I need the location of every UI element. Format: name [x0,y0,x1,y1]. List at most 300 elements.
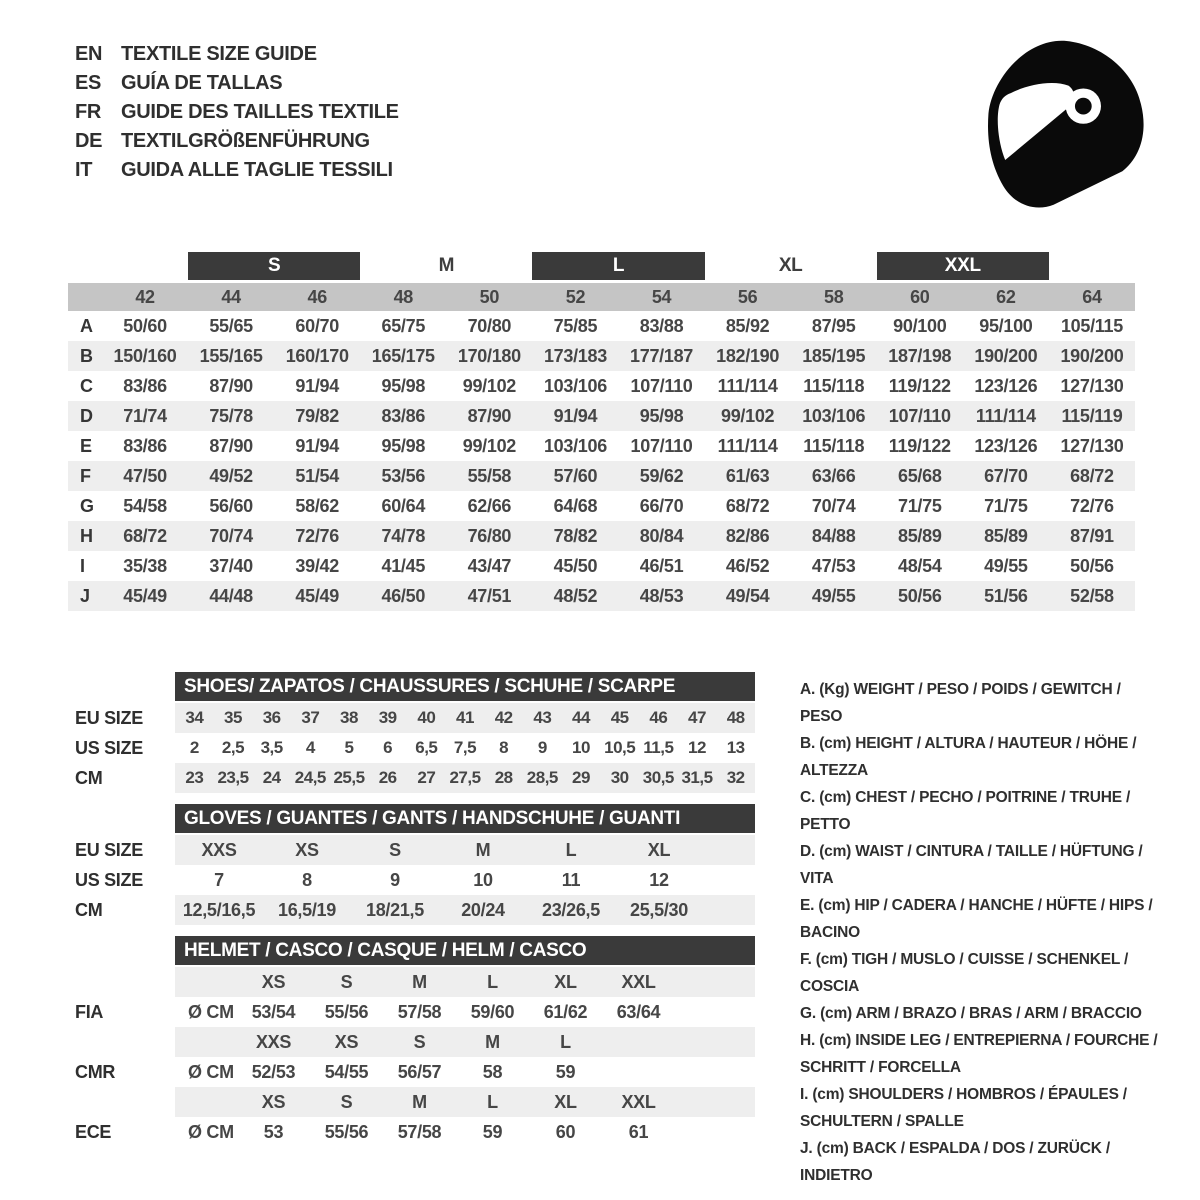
shoe-size-cell: 3,5 [260,738,283,757]
size-value-cell: 170/180 [457,346,521,366]
size-value-cell: 107/110 [630,376,693,396]
size-value-cell: 44/48 [209,586,253,606]
measurement-row [68,581,1135,611]
shoe-size-cell: 23,5 [217,768,249,787]
language-code: FR [75,101,102,123]
size-value-cell: 53/56 [381,466,426,486]
shoe-size-cell: 34 [185,708,204,727]
row-letter: J [80,586,90,606]
language-row [75,98,399,127]
measurement-cells [102,461,1135,491]
size-value-cell: 99/102 [462,376,516,396]
size-value-cell: 57/60 [553,466,598,486]
guide-title: TEXTILE SIZE GUIDE [121,43,317,65]
size-value-cell: 49/54 [725,586,770,606]
size-group-cell: S [188,252,360,280]
legend-item: E. (cm) HIP / CADERA / HANCHE / HÜFTE / HIPS / BACINO [800,897,1153,941]
size-value-cell: 49/55 [984,556,1028,576]
helmet-size-value-cell: 55/56 [324,1002,369,1022]
shoe-size-cell: 38 [340,708,358,727]
shoes-title-bar: SHOES/ ZAPATOS / CHAUSSURES / SCHUHE / SCARPE [175,672,755,701]
size-value-cell: 46/52 [725,556,770,576]
size-value-cell: 111/114 [717,376,778,396]
size-value-cell: 115/119 [1061,406,1123,426]
size-value-cell: 177/187 [630,346,694,366]
measurement-row [68,491,1135,521]
size-value-cell: 123/126 [974,376,1038,396]
gloves-table [68,804,768,925]
standard-label: FIA [75,1002,104,1022]
size-value-cell: 115/118 [803,436,865,456]
size-value-cell: 55/58 [467,466,512,486]
measurement-row [68,521,1135,551]
glove-size-cell: XL [647,840,671,860]
accessory-tables [68,672,768,1158]
size-column-header: 52 [565,287,586,307]
size-value-cell: 46/51 [639,556,684,576]
size-value-cell: 66/70 [639,496,684,516]
size-value-cell: 91/94 [295,436,339,456]
size-value-cell: 87/91 [1070,526,1114,546]
size-value-cell: 55/65 [209,316,253,336]
language-row [75,40,399,69]
helmet-value-cells [175,1057,755,1087]
glove-size-cell: 18/21,5 [366,900,424,920]
language-code: DE [75,130,103,152]
size-value-cell: 91/94 [553,406,598,426]
helmet-sections [68,967,768,1147]
row-label: EU SIZE [75,708,143,728]
shoe-size-cell: 13 [726,738,745,757]
shoe-size-cell: 27 [417,768,436,787]
size-value-cell: 107/110 [630,436,693,456]
gloves-cells [175,835,755,865]
row-label: CM [75,768,103,788]
shoe-size-cell: 9 [537,738,547,757]
row-letter: I [80,556,85,576]
helmet-size-header-cell: M [412,1092,427,1112]
shoe-size-cell: 47 [688,708,706,727]
size-value-cell: 50/60 [123,316,167,336]
size-value-cell: 111/114 [717,436,778,456]
size-value-cell: 87/95 [811,316,856,336]
language-title-list [75,40,399,185]
unit-spacer [175,1027,237,1057]
helmet-size-header-cell: XS [261,1092,286,1112]
size-value-cell: 45/50 [553,556,598,576]
glove-size-cell: 20/24 [461,900,505,920]
measurement-cells [102,311,1135,341]
size-value-cell: 45/49 [123,586,167,606]
helmet-size-header-cell: L [560,1032,571,1052]
size-group-cell: XL [778,255,803,276]
helmet-size-value-cell: 57/58 [397,1122,442,1142]
shoe-size-cell: 43 [533,708,552,727]
size-value-cell: 123/126 [974,436,1038,456]
size-value-cell: 68/72 [1070,466,1114,486]
measurement-cells [102,521,1135,551]
glove-size-cell: L [565,840,577,860]
size-value-cell: 190/200 [974,346,1038,366]
helmet-size-header-cells [175,967,755,997]
helmet-table [68,936,768,1147]
helmet-value-cells [175,1117,755,1147]
size-value-cell: 155/165 [199,346,263,366]
glove-size-cell: M [475,840,491,860]
legend-item: F. (cm) TIGH / MUSLO / CUISSE / SCHENKEL / COSCIA [800,951,1129,995]
measurement-cells [102,371,1135,401]
size-value-cell: 64/68 [553,496,598,516]
size-value-cell: 49/55 [811,586,856,606]
measurement-cells [102,581,1135,611]
helmet-size-header-cell: S [340,1092,353,1112]
size-value-cell: 71/75 [984,496,1028,516]
glove-size-cell: XS [295,840,319,860]
gloves-row [68,895,768,925]
helmet-size-header-cell: XXL [621,1092,656,1112]
legend-item: C. (cm) CHEST / PECHO / POITRINE / TRUHE / PETTO [800,789,1131,833]
size-value-cell: 95/98 [381,436,426,456]
shoe-size-cell: 48 [726,708,745,727]
garment-size-table [68,252,1135,611]
size-column-header: 44 [221,287,241,307]
language-code: ES [75,72,102,94]
glove-size-cell: 25,5/30 [630,900,688,920]
measurement-cells [102,341,1135,371]
size-value-cell: 52/58 [1070,586,1114,606]
size-value-cell: 47/53 [811,556,856,576]
size-value-cell: 70/74 [209,526,253,546]
size-column-header: 64 [1082,287,1102,307]
size-group-cell: L [532,252,704,280]
helmet-size-header-cell: L [487,972,498,992]
size-column-header: 60 [910,287,930,307]
size-number-header-row [68,283,1135,311]
row-letter: C [80,376,93,396]
size-value-cell: 50/56 [898,586,942,606]
shoe-size-cell: 37 [301,708,320,727]
standard-label: CMR [75,1062,116,1082]
legend-item: J. (cm) BACK / ESPALDA / DOS / ZURÜCK / INDIETRO [800,1140,1110,1184]
size-value-cell: 37/40 [209,556,253,576]
size-value-cell: 41/45 [381,556,426,576]
shoe-size-cell: 36 [262,708,281,727]
helmet-title-row [68,936,768,965]
diameter-unit-label: Ø CM [188,1062,234,1082]
row-letter: A [80,316,93,336]
glove-size-cell: 11 [561,870,581,890]
row-label: US SIZE [75,738,143,758]
row-label-empty [68,1087,175,1117]
shoe-size-cell: 8 [499,738,509,757]
shoe-size-cell: 6,5 [415,738,438,757]
helmet-size-header-cell: M [412,972,427,992]
guide-title: GUIDE DES TAILLES TEXTILE [121,101,399,123]
glove-size-cell: 7 [214,870,224,890]
helmet-size-value-cell: 54/55 [324,1062,369,1082]
shoe-size-cell: 2,5 [221,738,245,757]
guide-title: TEXTILGRÖßENFÜHRUNG [121,130,370,152]
size-value-cell: 62/66 [467,496,512,516]
size-value-cell: 103/106 [543,376,607,396]
size-group-cell: M [438,255,455,276]
measurement-row [68,431,1135,461]
size-value-cell: 71/75 [898,496,942,516]
glove-size-cell: 16,5/19 [278,900,336,920]
measurement-rows [68,311,1135,611]
size-value-cell: 60/70 [295,316,339,336]
gloves-title-bar: GLOVES / GUANTES / GANTS / HANDSCHUHE / GUANTI [175,804,755,833]
shoe-size-cell: 10 [572,738,590,757]
helmet-size-header-cell: L [487,1092,498,1112]
helmet-value-cells [175,997,755,1027]
helmet-size-header-cell: XS [261,972,286,992]
size-value-cell: 72/76 [1070,496,1114,516]
shoe-size-cell: 11,5 [643,738,674,757]
shoes-row [68,733,768,763]
legend-item: H. (cm) INSIDE LEG / ENTREPIERNA / FOURCHE / SCHRITT / FORCELLA [800,1032,1158,1076]
measurement-row [68,311,1135,341]
row-label: CM [75,900,103,920]
legend-item: B. (cm) HEIGHT / ALTURA / HAUTEUR / HÖHE / ALTEZZA [800,735,1137,779]
language-code: EN [75,43,103,65]
size-group-cell: XXL [877,252,1049,280]
helmet-size-value-cell: 57/58 [397,1002,442,1022]
shoe-size-cell: 24 [262,768,281,787]
shoes-cells [175,763,755,793]
size-value-cell: 68/72 [725,496,770,516]
size-value-cell: 47/51 [467,586,512,606]
helmet-size-value-cell: 52/53 [251,1062,296,1082]
helmet-size-header-cell: XS [334,1032,359,1052]
helmet-size-value-cell: 58 [482,1062,503,1082]
language-row [75,69,399,98]
size-column-header: 50 [479,287,500,307]
racing-helmet-icon [968,28,1154,214]
size-value-cell: 70/74 [811,496,856,516]
size-column-header: 46 [307,287,327,307]
measurement-legend [800,676,1162,1189]
shoe-size-cell: 25,5 [333,768,365,787]
size-value-cell: 61/63 [725,466,770,486]
glove-size-cell: 12,5/16,5 [182,900,256,920]
shoe-size-cell: 5 [344,738,354,757]
gloves-rows [68,835,768,925]
glove-size-cell: 9 [390,870,400,890]
letter-column-spacer [68,252,102,280]
measurement-cells [102,551,1135,581]
shoe-size-cell: 40 [417,708,436,727]
size-value-cell: 48/54 [898,556,942,576]
size-group-cells [102,252,1135,280]
glove-size-cell: 23/26,5 [542,900,600,920]
shoe-size-cell: 45 [610,708,629,727]
shoe-size-cell: 2 [189,738,199,757]
size-column-header: 62 [996,287,1016,307]
helmet-size-value-cell: 61/62 [543,1002,588,1022]
size-value-cell: 99/102 [720,406,775,426]
size-value-cell: 107/110 [888,406,951,426]
size-value-cell: 60/64 [381,496,426,516]
unit-spacer [175,967,237,997]
helmet-size-value-cell: 59 [482,1122,503,1142]
size-value-cell: 83/88 [639,316,684,336]
gloves-cells [175,865,755,895]
shoe-size-cell: 28,5 [526,768,558,787]
shoe-size-cell: 41 [456,708,474,727]
size-value-cell: 58/62 [295,496,339,516]
shoe-size-cell: 23 [185,768,204,787]
shoes-title-row [68,672,768,701]
measurement-row [68,551,1135,581]
size-value-cell: 87/90 [467,406,512,426]
shoe-size-cell: 26 [378,768,397,787]
size-column-header: 54 [651,287,672,307]
size-value-cell: 87/90 [209,376,253,396]
helmet-size-value-cell: 55/56 [324,1122,369,1142]
shoe-size-cell: 6 [383,738,393,757]
shoe-size-cell: 30 [610,768,629,787]
size-value-cell: 190/200 [1060,346,1124,366]
helmet-size-value-cell: 63/64 [616,1002,661,1022]
size-value-cell: 72/76 [295,526,339,546]
gloves-row [68,865,768,895]
size-value-cell: 95/98 [381,376,426,396]
helmet-value-row [68,1117,768,1147]
size-value-cell: 95/98 [639,406,684,426]
size-value-cell: 85/89 [898,526,942,546]
helmet-size-header-cells [175,1027,755,1057]
row-label-empty [68,967,175,997]
size-value-cell: 45/49 [295,586,339,606]
shoe-size-cell: 27,5 [449,768,481,787]
size-value-cell: 85/92 [725,316,770,336]
legend-item: I. (cm) SHOULDERS / HOMBROS / ÉPAULES / SCHULTERN / SPALLE [800,1086,1127,1130]
measurement-cells [102,431,1135,461]
helmet-title-bar: HELMET / CASCO / CASQUE / HELM / CASCO [175,936,755,965]
language-code: IT [75,159,93,181]
helmet-size-header-cell: M [485,1032,500,1052]
size-value-cell: 78/82 [553,526,598,546]
size-value-cell: 87/90 [209,436,253,456]
row-letter: H [80,526,93,546]
standard-label: ECE [75,1122,112,1142]
shoes-row [68,763,768,793]
size-group-header-row [68,252,1135,280]
shoe-size-cell: 31,5 [681,768,713,787]
size-value-cell: 48/52 [553,586,598,606]
diameter-unit-label: Ø CM [188,1122,234,1142]
shoes-cells [175,733,755,763]
shoe-size-cell: 42 [494,708,513,727]
size-column-header: 48 [393,287,413,307]
size-value-cell: 150/160 [113,346,177,366]
legend-item: G. (cm) ARM / BRAZO / BRAS / ARM / BRACCIO [800,1005,1142,1022]
size-value-cell: 99/102 [462,436,516,456]
shoe-size-cell: 46 [649,708,668,727]
size-value-cell: 82/86 [725,526,770,546]
shoe-size-cell: 32 [726,768,745,787]
size-value-cell: 103/106 [802,406,866,426]
shoe-size-cell: 30,5 [642,768,674,787]
size-value-cell: 67/70 [984,466,1028,486]
size-value-cell: 68/72 [123,526,167,546]
size-value-cell: 48/53 [639,586,684,606]
size-value-cell: 187/198 [888,346,952,366]
helmet-size-value-cell: 59/60 [470,1002,515,1022]
shoes-row [68,703,768,733]
measurement-cells [102,401,1135,431]
size-value-cell: 56/60 [209,496,253,516]
row-letter: F [80,466,91,486]
size-value-cell: 51/54 [295,466,339,486]
size-value-cell: 49/52 [209,466,253,486]
size-value-cell: 173/183 [543,346,607,366]
helmet-size-header-cell: XL [554,1092,577,1112]
shoe-size-cell: 44 [572,708,590,727]
helmet-size-header-cell: XXL [621,972,656,992]
helmet-value-row [68,1057,768,1087]
helmet-size-header-cells [175,1087,755,1117]
size-value-cell: 90/100 [893,316,947,336]
row-letter: B [80,346,93,366]
size-value-cell: 119/122 [888,436,951,456]
size-value-cell: 39/42 [295,556,339,576]
row-label: US SIZE [75,870,143,890]
size-value-cell: 75/78 [209,406,253,426]
row-label: EU SIZE [75,840,143,860]
size-value-cell: 83/86 [123,436,167,456]
helmet-size-header-cell: S [413,1032,426,1052]
size-value-cell: 51/56 [984,586,1028,606]
size-value-cell: 65/75 [381,316,426,336]
shoe-size-cell: 24,5 [294,768,326,787]
size-value-cell: 95/100 [979,316,1033,336]
row-letter: D [80,406,93,426]
shoe-size-cell: 4 [305,738,315,757]
size-value-cell: 83/86 [123,376,167,396]
size-value-cell: 105/115 [1060,316,1123,336]
size-value-cell: 85/89 [984,526,1028,546]
shoe-size-cell: 35 [224,708,242,727]
gloves-row [68,835,768,865]
size-value-cell: 43/47 [467,556,512,576]
size-value-cell: 127/130 [1060,376,1124,396]
size-value-cell: 47/50 [123,466,167,486]
size-value-cell: 54/58 [123,496,167,516]
glove-size-cell: 12 [649,870,669,890]
measurement-row [68,371,1135,401]
size-column-header: 58 [823,287,844,307]
size-value-cell: 160/170 [285,346,349,366]
unit-spacer [175,1087,237,1117]
shoe-size-cell: 39 [378,708,397,727]
row-letter: G [80,496,94,516]
size-value-cell: 59/62 [639,466,684,486]
legend-item: D. (cm) WAIST / CINTURA / TAILLE / HÜFTUNG / VITA [800,843,1143,887]
row-letter: E [80,436,92,456]
size-value-cell: 79/82 [295,406,339,426]
size-value-cell: 46/50 [381,586,426,606]
size-value-cell: 63/66 [811,466,856,486]
shoes-table [68,672,768,793]
size-value-cell: 76/80 [467,526,512,546]
helmet-size-header-row [68,967,768,997]
shoe-size-cell: 10,5 [604,738,636,757]
legend-item: A. (Kg) WEIGHT / PESO / POIDS / GEWITCH / PESO [800,681,1121,725]
glove-size-cell: 8 [302,870,312,890]
helmet-size-header-row [68,1027,768,1057]
